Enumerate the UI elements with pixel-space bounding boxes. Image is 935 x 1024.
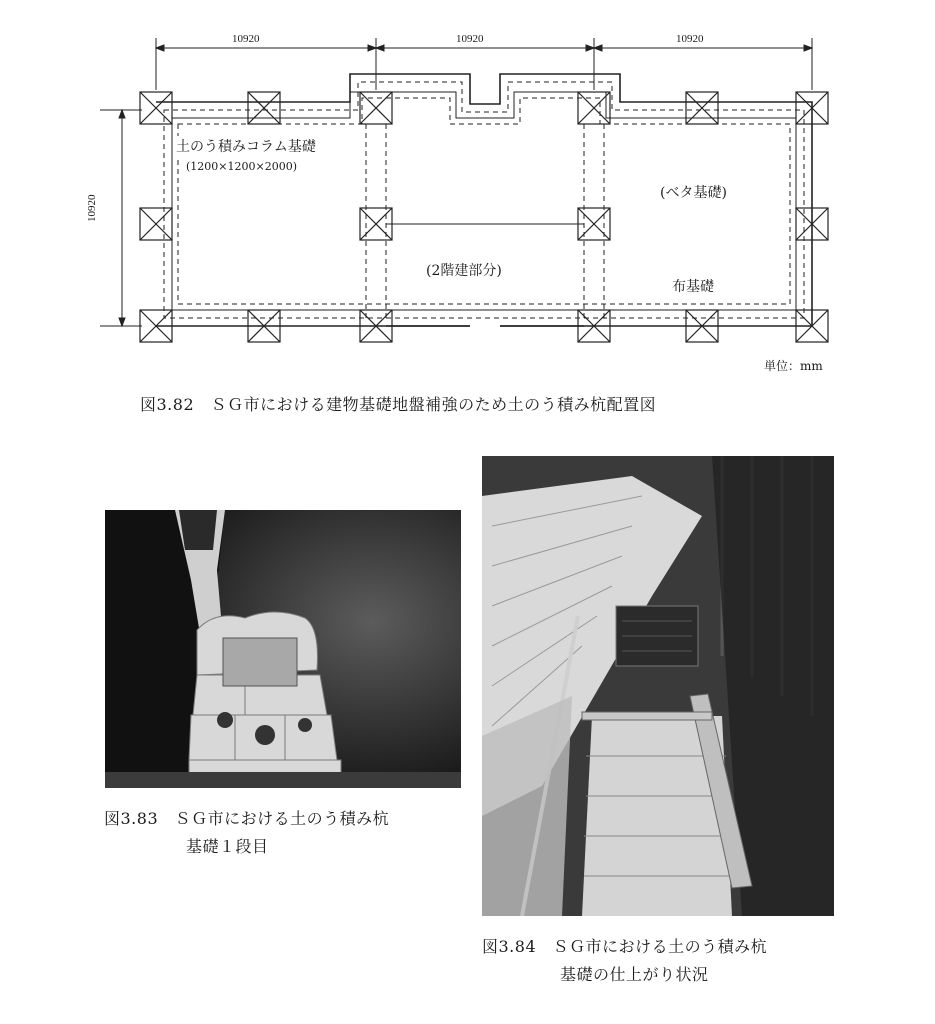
- caption-fig-3-83-line2: 基礎１段目: [186, 837, 269, 856]
- caption-fig-3-84-line2: 基礎の仕上がり状況: [560, 965, 709, 984]
- photo-sandbag-finished: [482, 456, 834, 916]
- caption-fig-3-83-line1: 図3.83 ＳＧ市における土のう積み杭: [104, 809, 390, 828]
- label-column-size: (1200×1200×2000): [186, 160, 297, 173]
- label-column-foundation: 土のう積みコラム基礎: [176, 136, 316, 156]
- unit-label: 単位：mm: [764, 359, 823, 373]
- plan-drawing: [0, 0, 935, 380]
- pile-symbol: [140, 208, 172, 240]
- pile-symbol: [248, 92, 280, 124]
- caption-fig-3-84-line1: 図3.84 ＳＧ市における土のう積み杭: [482, 937, 768, 956]
- pile-symbol: [686, 92, 718, 124]
- pile-symbol: [360, 92, 392, 124]
- pile-symbol: [578, 92, 610, 124]
- label-two-story: (2階建部分): [426, 263, 502, 279]
- dim-left: 10920: [86, 194, 98, 222]
- caption-fig-3-82: 図3.82 ＳＧ市における建物基礎地盤補強のため土のう積み杭配置図: [140, 395, 657, 414]
- label-beta-foundation: (ベタ基礎): [660, 185, 727, 201]
- label-strip-foundation: 布基礎: [672, 279, 714, 295]
- pile-symbol: [140, 92, 172, 124]
- dim-top-1: 10920: [232, 33, 260, 45]
- dim-top-3: 10920: [676, 33, 704, 45]
- photo-sandbag-first-tier: [105, 510, 461, 788]
- dim-top-2: 10920: [456, 33, 484, 45]
- foundation-plan-diagram: [0, 0, 935, 380]
